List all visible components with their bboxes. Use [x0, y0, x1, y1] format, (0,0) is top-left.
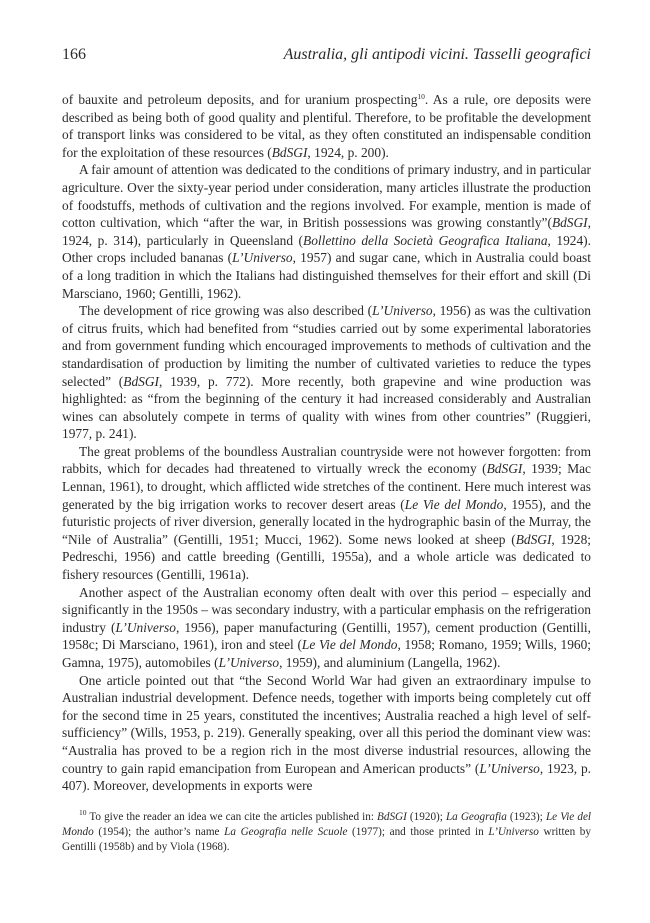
text-run: of bauxite and petroleum deposits, and for uranium prospecting [62, 92, 418, 107]
citation-title: L’Universo [488, 826, 539, 839]
citation-title: L’Universo [372, 303, 433, 319]
citation-title: Bollettino della Società Geografica Italiana [303, 232, 548, 248]
footnote [62, 810, 591, 856]
citation-title: Le Vie del Mondo [301, 637, 398, 653]
citation-title: BdSGI [123, 373, 159, 389]
text-run: The great problems of the boundless Australian countryside were not however forgotten: from rabbits, which for decades had threatened to virtually wreck the economy ( [62, 443, 591, 477]
running-title: Australia, gli antipodi vicini. Tasselli geografici [283, 46, 591, 63]
text-run: , 1939; Mac Lennan, 1961), to drought, which afflicted wide stretches of the continent. Here much interest was generated by the big irrigation works to recover desert areas ( [62, 461, 591, 512]
citation-title: L’Universo [479, 760, 540, 776]
page-number: 166 [62, 46, 86, 63]
text-run: One article pointed out that “the Second World War had given an extraordinary impulse to Australian industrial development. Defence needs, together with imports being completely cut off for the second time in 25 years, constituted the incentives; Australia reached a high level of self-sufficiency” (Wills, 1953, p. 219). Generally speaking, over all this period the dominant view was: “Australia has proved to be a region rich in the most diverse industrial resources, allowing the country to gain rapid emancipation from European and American products” ( [62, 672, 591, 776]
text-run: written by Gentilli (1958b) and by Viola (1968). [62, 826, 591, 854]
paragraph [62, 672, 591, 795]
text-run: (1923); [506, 811, 546, 823]
text-run: , 1924, p. 200). [307, 144, 389, 160]
citation-title: L’Universo [232, 250, 293, 266]
text-run: , 1928; Pedreschi, 1956) and cattle breeding (Gentilli, 1955a), and a whole article was dedicated to fishery resources (Gentilli, 1961a). [62, 531, 591, 583]
footnote-marker: 10 [79, 808, 87, 817]
paragraph [62, 91, 591, 161]
text-run: , 1923, p. 407). Moreover, developments in exports were [62, 760, 591, 794]
text-run: , 1956), paper manufacturing (Gentilli, 1957), cement production (Gentilli, 1958c; Di Marsciano, 1961), iron and steel ( [62, 619, 591, 653]
citation-title: BdSGI [377, 811, 407, 823]
citation-title: L’Universo [115, 619, 176, 635]
paragraph [62, 584, 591, 672]
citation-title: La Geografia nelle Scuole [224, 826, 348, 839]
main-text [62, 91, 591, 795]
text-run: , 1939, p. 772). More recently, both grapevine and wine production was highlighted: as “from the beginning of the century it had increased considerably and Australian wines can absolutely compete in terms of quality with wines from other countries” (Ruggieri, 1977, p. 241). [62, 373, 592, 442]
text-run: (1977); and those printed in [347, 826, 489, 839]
text-run: To give the reader an idea we can cite the articles published in: [86, 811, 378, 823]
paragraph [62, 443, 591, 584]
citation-title: BdSGI [486, 461, 523, 477]
text-run: (1920); [406, 811, 446, 823]
footnotes [62, 810, 591, 856]
text-run: , 1958; Romano, 1959; Wills, 1960; Gamna, 1975), automobiles ( [62, 637, 592, 670]
citation-title: Le Vie del Mondo [404, 496, 504, 512]
text-run: , 1924, p. 314), particularly in Queensland ( [62, 215, 591, 248]
text-run: , 1959), and aluminium (Langella, 1962). [279, 655, 501, 670]
footnote-marker: 10 [417, 92, 425, 101]
text-run: , 1956) as was the cultivation of citrus fruits, which had benefited from “studies carried out by some experimental laboratories and from government funding which encouraged improvements to methods of cultivation and the standardisation of production by limiting the number of cultivated varieties to reduce the types selected” ( [62, 303, 591, 389]
citation-title: Le Vie del Mondo [62, 811, 592, 839]
page-header [62, 45, 591, 65]
text-run: . As a rule, ore deposits were described as being both of good quality and plentiful. Therefore, to be profitable the development of transport links was considered to be vital, as they often constituted an indispensable condition for the exploitation of these resources ( [62, 92, 591, 160]
citation-title: La Geografia [445, 811, 507, 823]
text-run: A fair amount of attention was dedicated to the conditions of primary industry, and in particular agriculture. Over the sixty-year period under consideration, many articles illustrate the production of foodstuffs, methods of cultivation and the regions involved. For example, mention is made of cotton cultivation, which “after the war, in British possessions was growing constantly”( [62, 162, 591, 231]
paragraph [62, 161, 591, 302]
citation-title: BdSGI [515, 531, 552, 547]
paragraph [62, 302, 591, 443]
citation-title: L’Universo [218, 655, 280, 670]
text-run: Another aspect of the Australian economy often dealt with over this period – especially and significantly in the 1950s – was secondary industry, with a particular emphasis on the refrigeration industry ( [62, 584, 591, 635]
text-run: The development of rice growing was also described ( [79, 303, 373, 319]
text-run: (1954); the author’s name [93, 826, 225, 839]
text-run: , 1957) and sugar cane, which in Australia could boast of a long tradition in which the Italians had distinguished themselves for their effort and skill (Di Marsciano, 1960; Gentilli, 1962). [62, 250, 591, 301]
text-run: , 1955), and the futuristic projects of river diversion, generally located in the hydrographic basin of the Murray, the “Nile of Australia” (Gentilli, 1951; Mucci, 1962). Some news looked at sheep ( [62, 496, 591, 547]
citation-title: BdSGI [551, 215, 588, 231]
text-run: , 1924). Other crops included bananas ( [62, 232, 591, 266]
citation-title: BdSGI [271, 144, 308, 160]
